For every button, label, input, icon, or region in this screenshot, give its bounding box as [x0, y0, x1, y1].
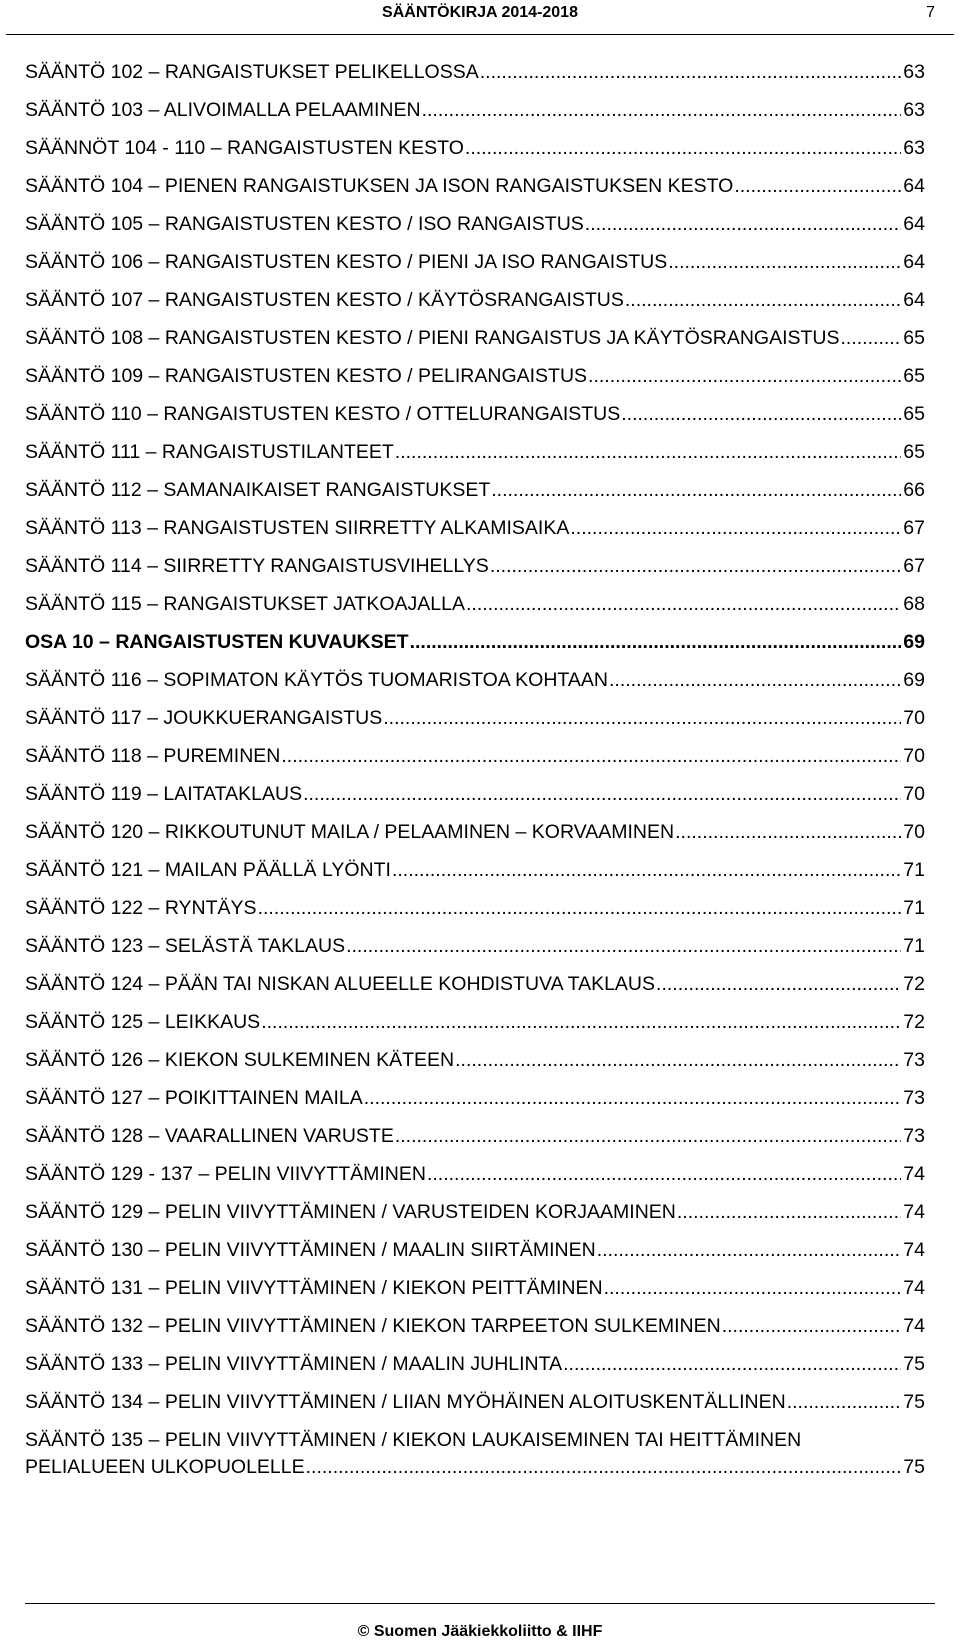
toc-entry-page: 64 — [903, 251, 925, 273]
toc-entry[interactable] — [25, 667, 925, 694]
toc-entry-label: SÄÄNTÖ 129 - 137 – PELIN VIIVYTTÄMINEN — [25, 1163, 426, 1185]
toc-entry-page: 73 — [903, 1087, 925, 1109]
toc-entry-title — [25, 1275, 901, 1302]
toc-entry-label: SÄÄNTÖ 108 – RANGAISTUSTEN KESTO / PIENI RANGAISTUS JA KÄYTÖSRANGAISTUS — [25, 327, 840, 349]
toc-entry-title — [25, 477, 901, 504]
toc-entry-page: 65 — [903, 327, 925, 349]
toc-entry-page: 63 — [903, 99, 925, 121]
toc-entry-page: 74 — [903, 1315, 925, 1337]
toc-entry-label: SÄÄNTÖ 132 – PELIN VIIVYTTÄMINEN / KIEKON TARPEETON SULKEMINEN — [25, 1315, 721, 1337]
toc-entry-title — [25, 591, 901, 618]
toc-entry-title — [25, 59, 901, 86]
toc-entry-page: 70 — [903, 783, 925, 805]
toc-entry[interactable] — [25, 287, 925, 314]
toc-section-heading[interactable] — [25, 629, 925, 656]
toc-entry[interactable] — [25, 325, 925, 352]
toc-entry-title — [25, 1123, 901, 1150]
toc-entry-title — [25, 743, 901, 770]
toc-entry-label: SÄÄNTÖ 115 – RANGAISTUKSET JATKOAJALLA — [25, 593, 465, 615]
toc-entry-label: SÄÄNTÖ 110 – RANGAISTUSTEN KESTO / OTTELURANGAISTUS — [25, 403, 621, 425]
toc-entry-label: SÄÄNTÖ 109 – RANGAISTUSTEN KESTO / PELIRANGAISTUS — [25, 365, 588, 387]
toc-entry-title — [25, 325, 901, 352]
toc-entry[interactable] — [25, 1161, 925, 1188]
toc-entry-page: 71 — [903, 859, 925, 881]
toc-entry-label: OSA 10 – RANGAISTUSTEN KUVAUKSET — [25, 631, 409, 653]
toc-entry-label: SÄÄNTÖ 116 – SOPIMATON KÄYTÖS TUOMARISTOA KOHTAAN — [25, 669, 608, 691]
toc-entry-label: SÄÄNTÖ 122 – RYNTÄYS — [25, 897, 257, 919]
header-divider — [6, 34, 954, 35]
toc-entry-page: 74 — [903, 1239, 925, 1261]
toc-entry[interactable] — [25, 1313, 925, 1340]
page-header — [0, 0, 960, 36]
toc-entry-page: 70 — [903, 707, 925, 729]
toc-entry-label: SÄÄNTÖ 126 – KIEKON SULKEMINEN KÄTEEN — [25, 1049, 455, 1071]
toc-entry-page: 69 — [903, 631, 925, 653]
page-footer — [0, 1603, 960, 1643]
toc-entry-label: SÄÄNTÖ 123 – SELÄSTÄ TAKLAUS — [25, 935, 346, 957]
toc-entry-title — [25, 135, 901, 162]
toc-entry[interactable] — [25, 1199, 925, 1226]
toc-entry-title — [25, 553, 901, 580]
toc-entry[interactable] — [25, 895, 925, 922]
toc-entry-title — [25, 363, 901, 390]
toc-entry-page: 64 — [903, 175, 925, 197]
toc-entry-label: SÄÄNTÖ 131 – PELIN VIIVYTTÄMINEN / KIEKON PEITTÄMINEN — [25, 1277, 603, 1299]
toc-entry-page: 63 — [903, 137, 925, 159]
toc-entry-label: SÄÄNTÖ 114 – SIIRRETTY RANGAISTUSVIHELLYS — [25, 555, 489, 577]
toc-entry-title — [25, 667, 901, 694]
toc-entry[interactable] — [25, 1389, 925, 1416]
toc-entry[interactable] — [25, 1047, 925, 1074]
toc-entry-label: SÄÄNTÖ 134 – PELIN VIIVYTTÄMINEN / LIIAN MYÖHÄINEN ALOITUSKENTÄLLINEN — [25, 1391, 786, 1413]
toc-entry-label: SÄÄNTÖ 124 – PÄÄN TAI NISKAN ALUEELLE KOHDISTUVA TAKLAUS — [25, 973, 656, 995]
toc-entry-label: SÄÄNTÖ 135 – PELIN VIIVYTTÄMINEN / KIEKON LAUKAISEMINEN TAI HEITTÄMINEN PELIALUEEN ULKOPUOLELLE — [25, 1429, 802, 1478]
toc-entry[interactable] — [25, 971, 925, 998]
toc-entry-label: SÄÄNTÖ 103 – ALIVOIMALLA PELAAMINEN — [25, 99, 421, 121]
toc-entry[interactable] — [25, 97, 925, 124]
toc-entry-title — [25, 287, 901, 314]
toc-entry[interactable] — [25, 1123, 925, 1150]
toc-entry-label: SÄÄNTÖ 120 – RIKKOUTUNUT MAILA / PELAAMINEN – KORVAAMINEN — [25, 821, 675, 843]
toc-entry[interactable] — [25, 439, 925, 466]
toc-entry-title — [25, 1237, 901, 1264]
toc-entry-page: 75 — [903, 1353, 925, 1375]
document-title: SÄÄNTÖKIRJA 2014-2018 — [382, 4, 578, 21]
toc-entry[interactable] — [25, 591, 925, 618]
toc-entry-label: SÄÄNTÖ 128 – VAARALLINEN VARUSTE — [25, 1125, 394, 1147]
toc-entry-label: SÄÄNTÖ 102 – RANGAISTUKSET PELIKELLOSSA — [25, 61, 479, 83]
toc-entry-label: SÄÄNTÖ 106 – RANGAISTUSTEN KESTO / PIENI JA ISO RANGAISTUS — [25, 251, 668, 273]
footer-divider — [25, 1603, 935, 1604]
toc-entry-title — [25, 401, 901, 428]
toc-entry-page: 65 — [903, 403, 925, 425]
toc-entry[interactable] — [25, 1427, 925, 1481]
toc-entry-title — [25, 1389, 901, 1416]
toc-entry[interactable] — [25, 743, 925, 770]
toc-entry[interactable] — [25, 857, 925, 884]
toc-entry-label: SÄÄNTÖ 133 – PELIN VIIVYTTÄMINEN / MAALIN JUHLINTA — [25, 1353, 563, 1375]
toc-entry-title — [25, 1427, 901, 1481]
toc-entry-title — [25, 211, 901, 238]
toc-entry-page: 75 — [903, 1391, 925, 1413]
toc-entry[interactable] — [25, 553, 925, 580]
toc-entry-page: 67 — [903, 555, 925, 577]
toc-entry-title — [25, 173, 901, 200]
toc-entry-page: 67 — [903, 517, 925, 539]
toc-entry-page: 71 — [903, 935, 925, 957]
toc-entry-page: 64 — [903, 213, 925, 235]
toc-entry-page: 74 — [903, 1277, 925, 1299]
toc-entry-page: 73 — [903, 1125, 925, 1147]
toc-entry-label: SÄÄNTÖ 127 – POIKITTAINEN MAILA — [25, 1087, 363, 1109]
table-of-contents — [25, 59, 925, 1492]
toc-entry-title — [25, 895, 901, 922]
toc-entry-label: SÄÄNTÖ 125 – LEIKKAUS — [25, 1011, 261, 1033]
toc-entry-page: 70 — [903, 821, 925, 843]
toc-entry-label: SÄÄNTÖ 107 – RANGAISTUSTEN KESTO / KÄYTÖSRANGAISTUS — [25, 289, 624, 311]
toc-entry-title — [25, 97, 901, 124]
toc-entry[interactable] — [25, 477, 925, 504]
toc-entry-title — [25, 439, 901, 466]
toc-entry-title — [25, 515, 901, 542]
toc-entry-page: 65 — [903, 441, 925, 463]
toc-entry-title — [25, 629, 901, 656]
toc-entry-label: SÄÄNTÖ 104 – PIENEN RANGAISTUKSEN JA ISON RANGAISTUKSEN KESTO — [25, 175, 734, 197]
toc-entry-page: 70 — [903, 745, 925, 767]
toc-entry[interactable] — [25, 363, 925, 390]
toc-entry-title — [25, 857, 901, 884]
toc-entry-label: SÄÄNTÖ 112 – SAMANAIKAISET RANGAISTUKSET — [25, 479, 491, 501]
toc-entry-title — [25, 1047, 901, 1074]
toc-entry-title — [25, 1085, 901, 1112]
toc-entry-page: 72 — [903, 1011, 925, 1033]
toc-entry[interactable] — [25, 1237, 925, 1264]
toc-entry-title — [25, 1009, 901, 1036]
toc-entry[interactable] — [25, 401, 925, 428]
toc-entry-title — [25, 705, 901, 732]
toc-entry-page: 64 — [903, 289, 925, 311]
toc-entry[interactable] — [25, 1351, 925, 1378]
toc-entry-title — [25, 933, 901, 960]
toc-entry-page: 65 — [903, 365, 925, 387]
toc-entry-page: 72 — [903, 973, 925, 995]
toc-entry-title — [25, 819, 901, 846]
toc-entry[interactable] — [25, 249, 925, 276]
toc-entry-label: SÄÄNTÖ 129 – PELIN VIIVYTTÄMINEN / VARUSTEIDEN KORJAAMINEN — [25, 1201, 676, 1223]
toc-entry-page: 69 — [903, 669, 925, 691]
toc-entry[interactable] — [25, 781, 925, 808]
toc-entry-label: SÄÄNTÖ 121 – MAILAN PÄÄLLÄ LYÖNTI — [25, 859, 391, 881]
toc-entry[interactable] — [25, 515, 925, 542]
toc-entry-page: 75 — [903, 1456, 925, 1478]
toc-entry[interactable] — [25, 819, 925, 846]
toc-entry-title — [25, 971, 901, 998]
toc-entry-page: 74 — [903, 1201, 925, 1223]
toc-entry-label: SÄÄNNÖT 104 - 110 – RANGAISTUSTEN KESTO — [25, 137, 464, 159]
toc-entry-page: 63 — [903, 61, 925, 83]
toc-entry[interactable] — [25, 211, 925, 238]
toc-entry-label: SÄÄNTÖ 119 – LAITATAKLAUS — [25, 783, 303, 805]
toc-entry-title — [25, 1199, 901, 1226]
toc-entry-label: SÄÄNTÖ 111 – RANGAISTUSTILANTEET — [25, 441, 394, 463]
page-number: 7 — [926, 4, 935, 21]
toc-entry-title — [25, 1161, 901, 1188]
toc-entry[interactable] — [25, 705, 925, 732]
toc-entry-label: SÄÄNTÖ 118 – PUREMINEN — [25, 745, 281, 767]
toc-entry-label: SÄÄNTÖ 117 – JOUKKUERANGAISTUS — [25, 707, 383, 729]
toc-entry[interactable] — [25, 1009, 925, 1036]
toc-entry-label: SÄÄNTÖ 130 – PELIN VIIVYTTÄMINEN / MAALIN SIIRTÄMINEN — [25, 1239, 596, 1261]
copyright-text: © Suomen Jääkiekkoliitto & IIHF — [357, 1623, 603, 1640]
toc-entry-page: 74 — [903, 1163, 925, 1185]
toc-entry-title — [25, 249, 901, 276]
toc-entry-title — [25, 1313, 901, 1340]
toc-entry-page: 73 — [903, 1049, 925, 1071]
toc-entry-title — [25, 1351, 901, 1378]
toc-entry[interactable] — [25, 59, 925, 86]
toc-entry-page: 66 — [903, 479, 925, 501]
toc-entry-page: 68 — [903, 593, 925, 615]
toc-entry-label: SÄÄNTÖ 105 – RANGAISTUSTEN KESTO / ISO RANGAISTUS — [25, 213, 584, 235]
toc-entry-title — [25, 781, 901, 808]
toc-entry[interactable] — [25, 135, 925, 162]
toc-entry[interactable] — [25, 173, 925, 200]
toc-entry[interactable] — [25, 1275, 925, 1302]
toc-entry[interactable] — [25, 1085, 925, 1112]
toc-entry-page: 71 — [903, 897, 925, 919]
toc-entry[interactable] — [25, 933, 925, 960]
toc-entry-label: SÄÄNTÖ 113 – RANGAISTUSTEN SIIRRETTY ALKAMISAIKA — [25, 517, 570, 539]
